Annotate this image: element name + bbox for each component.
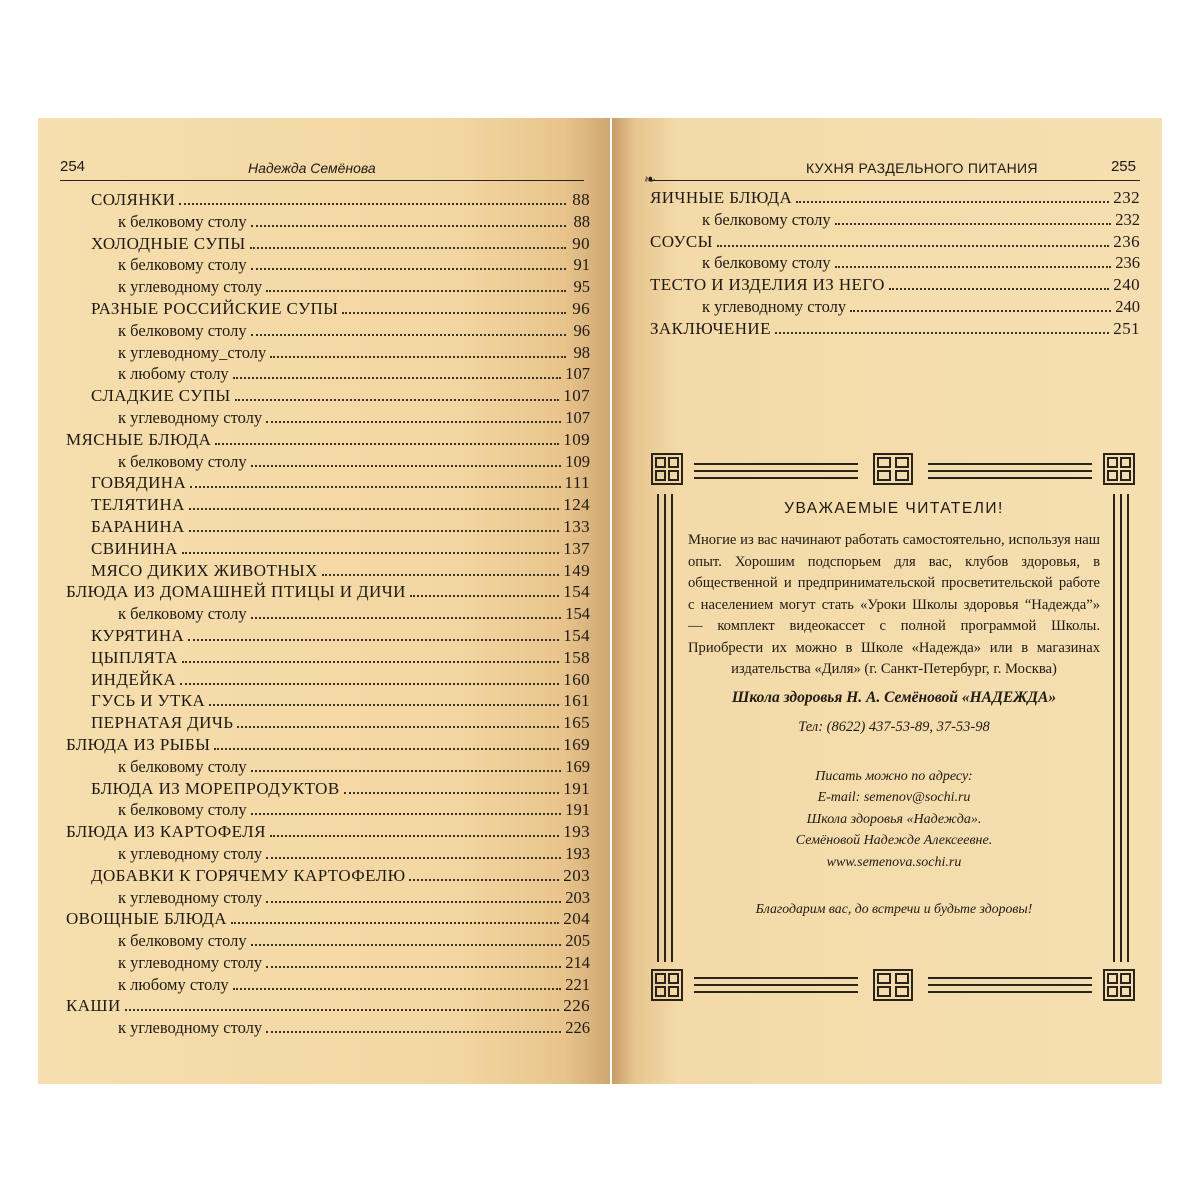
website-url: www.semenova.sochi.ru: [826, 854, 962, 870]
closing-thanks: Благодарим вас, до встречи и будьте здоровы!: [755, 901, 1033, 916]
toc-entry-page: 96: [572, 298, 590, 318]
toc-entry-title: ЯИЧНЫЕ БЛЮДА: [650, 188, 793, 207]
dot-leader: [270, 356, 566, 358]
toc-entry: [66, 713, 590, 735]
toc-entry-page: 236: [1115, 253, 1140, 273]
toc-entry: [66, 343, 590, 365]
toc-entry-page: 90: [572, 233, 590, 253]
dot-leader: [214, 748, 559, 750]
dot-leader: [233, 377, 562, 379]
dot-leader: [209, 704, 559, 706]
toc-entry-page: 124: [563, 495, 590, 515]
left-page: [38, 118, 610, 1084]
dot-leader: [237, 726, 559, 728]
toc-entry-title: к белковому столу: [702, 209, 831, 229]
dot-leader: [266, 857, 561, 859]
toc-entry: [66, 277, 590, 299]
toc-entry-page: 107: [563, 386, 590, 406]
toc-entry-title: ТЕСТО И ИЗДЕЛИЯ ИЗ НЕГО: [650, 275, 885, 295]
toc-entry-title: СОЛЯНКИ: [91, 190, 176, 209]
toc-entry-page: 240: [1113, 275, 1140, 295]
toc-entry: [66, 495, 590, 517]
toc-entry-title: к углеводному столу: [118, 843, 263, 863]
dot-leader: [251, 465, 562, 467]
dot-leader: [190, 486, 560, 488]
dot-leader: [270, 835, 559, 837]
dot-leader: [189, 530, 560, 532]
toc-entry-page: 191: [565, 800, 590, 820]
dot-leader: [835, 266, 1112, 268]
toc-entry-page: 204: [563, 909, 590, 929]
toc-entry-title: ХОЛОДНЫЕ СУПЫ: [91, 233, 246, 253]
toc-entry: [66, 561, 590, 583]
toc-entry: [66, 779, 590, 801]
toc-entry: [66, 364, 590, 386]
toc-entry-title: СОУСЫ: [650, 231, 713, 251]
toc-entry: [66, 888, 590, 910]
toc-entry: [66, 931, 590, 953]
dot-leader: [409, 879, 559, 881]
toc-list-right: [650, 188, 1140, 341]
toc-entry: [650, 253, 1140, 275]
toc-entry-page: 149: [563, 560, 590, 580]
toc-entry: [66, 822, 590, 844]
toc-entry-title: к белковому столу: [118, 255, 247, 275]
toc-entry-page: 221: [565, 974, 590, 994]
dot-leader: [251, 617, 562, 619]
dot-leader: [266, 901, 561, 903]
school-name: Школа здоровья Н. А. Семёновой «НАДЕЖДА»: [731, 688, 1057, 706]
dot-leader: [342, 312, 566, 314]
toc-entry-page: 154: [563, 582, 590, 602]
toc-entry-title: ПЕРНАТАЯ ДИЧЬ: [91, 713, 234, 733]
toc-entry: [66, 255, 590, 277]
toc-entry: [66, 670, 590, 692]
dot-leader: [796, 201, 1109, 203]
email-address: E-mail: semenov@sochi.ru: [817, 790, 971, 805]
toc-entry-title: к белковому столу: [118, 756, 247, 776]
toc-list-left: [66, 190, 590, 1040]
dot-leader: [251, 770, 562, 772]
dot-leader: [410, 595, 559, 597]
toc-entry-page: 154: [565, 604, 590, 624]
toc-entry-title: к белковому столу: [118, 451, 247, 471]
toc-entry-title: ТЕЛЯТИНА: [91, 495, 185, 515]
toc-entry-page: 193: [565, 843, 590, 863]
dot-leader: [215, 443, 559, 445]
postal-address-block: [688, 766, 1100, 874]
toc-entry: [650, 232, 1140, 254]
toc-entry-title: ОВОЩНЫЕ БЛЮДА: [66, 909, 227, 929]
toc-entry-page: 109: [563, 429, 590, 449]
toc-entry: [66, 1018, 590, 1040]
toc-entry-title: КУРЯТИНА: [91, 625, 185, 645]
toc-entry-page: 91: [573, 255, 590, 275]
toc-entry: [66, 430, 590, 452]
toc-entry: [66, 953, 590, 975]
dot-leader: [125, 1009, 560, 1011]
dot-leader: [188, 639, 559, 641]
address-line: Семёновой Надежде Алексеевне.: [795, 833, 993, 848]
toc-entry-title: ГУСЬ И УТКА: [91, 691, 206, 711]
toc-entry-page: 137: [563, 538, 590, 558]
toc-entry-title: РАЗНЫЕ РОССИЙСКИЕ СУПЫ: [91, 298, 339, 318]
page-number: 255: [1110, 158, 1136, 175]
toc-entry: [650, 210, 1140, 232]
left-page-header: [60, 154, 584, 181]
dot-leader: [231, 922, 559, 924]
dot-leader: [266, 966, 561, 968]
toc-entry-page: 232: [1115, 209, 1140, 229]
toc-entry-page: 133: [563, 516, 590, 536]
toc-entry-title: к белковому столу: [702, 253, 831, 273]
toc-entry-title: к углеводному столу: [118, 277, 263, 297]
toc-entry: [66, 473, 590, 495]
toc-entry-page: 205: [565, 931, 590, 951]
dot-leader: [251, 268, 566, 270]
toc-entry-title: БЛЮДА ИЗ ДОМАШНЕЙ ПТИЦЫ И ДИЧИ: [66, 582, 406, 602]
toc-entry-title: БАРАНИНА: [91, 516, 185, 536]
toc-entry-page: 158: [563, 647, 590, 667]
toc-entry-title: к белковому столу: [118, 604, 247, 624]
toc-entry: [66, 452, 590, 474]
toc-entry-title: БЛЮДА ИЗ МОРЕПРОДУКТОВ: [91, 778, 340, 798]
address-line: Школа здоровья «Надежда».: [806, 811, 982, 827]
toc-entry-title: к любому столу: [118, 974, 229, 994]
toc-entry: [66, 648, 590, 670]
toc-entry-page: 95: [573, 277, 590, 297]
toc-entry-page: 160: [563, 669, 590, 689]
dot-leader: [835, 223, 1112, 225]
toc-entry: [66, 909, 590, 931]
toc-entry-page: 88: [573, 211, 590, 231]
toc-entry-page: 109: [565, 451, 590, 471]
toc-entry: [66, 975, 590, 997]
toc-entry: [650, 188, 1140, 210]
toc-entry-page: 193: [563, 822, 590, 842]
toc-entry-page: 161: [563, 691, 590, 711]
dot-leader: [250, 247, 566, 249]
toc-entry-title: ЦЫПЛЯТА: [91, 647, 178, 667]
toc-entry-page: 107: [565, 407, 590, 427]
toc-entry-title: к белковому столу: [118, 800, 247, 820]
toc-entry-title: к любому столу: [118, 364, 229, 384]
page-number: 254: [60, 158, 86, 175]
toc-entry-title: СВИНИНА: [91, 538, 178, 558]
toc-entry: [66, 321, 590, 343]
toc-entry-page: 88: [572, 190, 590, 209]
right-page-header: [644, 154, 1140, 188]
toc-entry: [66, 582, 590, 604]
dot-leader: [251, 813, 562, 815]
toc-entry-page: 226: [565, 1018, 590, 1038]
toc-entry-page: 240: [1115, 296, 1140, 316]
toc-entry-page: 236: [1113, 231, 1140, 251]
dot-leader: [179, 203, 566, 205]
toc-entry: [66, 996, 590, 1018]
toc-entry-page: 98: [573, 342, 590, 362]
toc-entry-title: к белковому столу: [118, 320, 247, 340]
address-line: Писать можно по адресу:: [815, 768, 973, 784]
toc-entry-page: 107: [565, 364, 590, 384]
toc-entry-title: к углеводному столу: [118, 1018, 263, 1038]
running-head-book-title: КУХНЯ РАЗДЕЛЬНОГО ПИТАНИЯ: [806, 160, 1038, 176]
toc-entry-page: 111: [564, 473, 590, 493]
toc-entry: [650, 275, 1140, 297]
toc-entry-title: ЗАКЛЮЧЕНИЕ: [650, 318, 771, 338]
toc-entry: [66, 844, 590, 866]
toc-entry: [66, 800, 590, 822]
toc-entry-page: 203: [563, 865, 590, 885]
toc-entry-title: БЛЮДА ИЗ РЫБЫ: [66, 734, 211, 754]
toc-entry: [66, 299, 590, 321]
dot-leader: [322, 574, 559, 576]
fleuron-ornament-icon: ❧: [644, 173, 656, 188]
toc-entry-title: БЛЮДА ИЗ КАРТОФЕЛЯ: [66, 822, 266, 842]
toc-entry-title: к углеводному столу: [118, 407, 263, 427]
toc-entry-title: к белковому столу: [118, 931, 247, 951]
dot-leader: [344, 792, 560, 794]
dot-leader: [775, 332, 1109, 334]
toc-entry: [66, 866, 590, 888]
toc-entry: [66, 234, 590, 256]
dot-leader: [189, 508, 559, 510]
dot-leader: [251, 334, 566, 336]
notice-heading: УВАЖАЕМЫЕ ЧИТАТЕЛИ!: [784, 500, 1004, 517]
toc-entry-title: КАШИ: [66, 996, 121, 1016]
dot-leader: [850, 310, 1111, 312]
toc-entry-page: 165: [563, 713, 590, 733]
toc-entry: [66, 735, 590, 757]
toc-entry-page: 154: [563, 625, 590, 645]
toc-entry-title: СЛАДКИЕ СУПЫ: [91, 386, 231, 406]
toc-entry: [66, 190, 590, 212]
toc-entry: [66, 408, 590, 430]
toc-entry: [66, 604, 590, 626]
toc-entry-title: к углеводному столу: [702, 296, 847, 316]
toc-entry: [650, 297, 1140, 319]
toc-entry-title: к углеводному столу: [118, 887, 263, 907]
dot-leader: [251, 944, 562, 946]
dot-leader: [266, 1031, 561, 1033]
toc-entry: [66, 212, 590, 234]
toc-entry-title: ДОБАВКИ К ГОРЯЧЕМУ КАРТОФЕЛЮ: [91, 865, 406, 885]
toc-entry: [66, 517, 590, 539]
toc-entry: [66, 539, 590, 561]
dot-leader: [235, 399, 560, 401]
toc-entry: [66, 386, 590, 408]
reader-notice-box: [648, 448, 1138, 1008]
toc-entry-title: к углеводному столу: [118, 952, 263, 972]
toc-entry: [66, 691, 590, 713]
toc-entry-page: 226: [563, 996, 590, 1016]
dot-leader: [182, 552, 559, 554]
toc-entry-page: 96: [573, 320, 590, 340]
toc-entry-page: 191: [563, 778, 590, 798]
toc-entry-page: 169: [563, 734, 590, 754]
dot-leader: [889, 288, 1109, 290]
dot-leader: [266, 421, 561, 423]
toc-entry: [66, 626, 590, 648]
running-head-author: Надежда Семёнова: [248, 160, 376, 176]
toc-entry-page: 169: [565, 756, 590, 776]
right-page: [612, 118, 1162, 1084]
notice-content: [688, 500, 1100, 917]
toc-entry-title: ИНДЕЙКА: [91, 669, 177, 689]
phone-numbers: Тел: (8622) 437-53-89, 37-53-98: [798, 718, 990, 735]
toc-entry: [66, 757, 590, 779]
toc-entry-page: 251: [1113, 318, 1140, 338]
toc-entry-title: МЯСНЫЕ БЛЮДА: [66, 429, 212, 449]
dot-leader: [717, 245, 1109, 247]
toc-entry-page: 232: [1113, 188, 1140, 207]
dot-leader: [180, 683, 559, 685]
toc-entry: [650, 319, 1140, 341]
dot-leader: [233, 988, 562, 990]
toc-entry-page: 203: [565, 887, 590, 907]
toc-entry-title: ГОВЯДИНА: [91, 473, 187, 493]
notice-body-text: Многие из вас начинают работать самостоятельно, используя наш опыт. Хорошим подспорьем для вас, клубов здоровья, в общественной и предпринимательской просветительской работе с населением могут стать «Уроки Школы здоровья “Надежда”» — комплект видеокассет с полной программой Школы. Приобрести их можно в Школе «Надежда» или в магазинах издательства «Диля» (г. Санкт-Петербург, г. Москва): [688, 532, 1100, 677]
toc-entry-page: 214: [565, 952, 590, 972]
toc-entry-title: к углеводному_столу: [118, 342, 267, 362]
toc-entry-title: к белковому столу: [118, 211, 247, 231]
dot-leader: [182, 661, 559, 663]
dot-leader: [266, 290, 566, 292]
toc-entry-title: МЯСО ДИКИХ ЖИВОТНЫХ: [91, 560, 318, 580]
dot-leader: [251, 225, 566, 227]
